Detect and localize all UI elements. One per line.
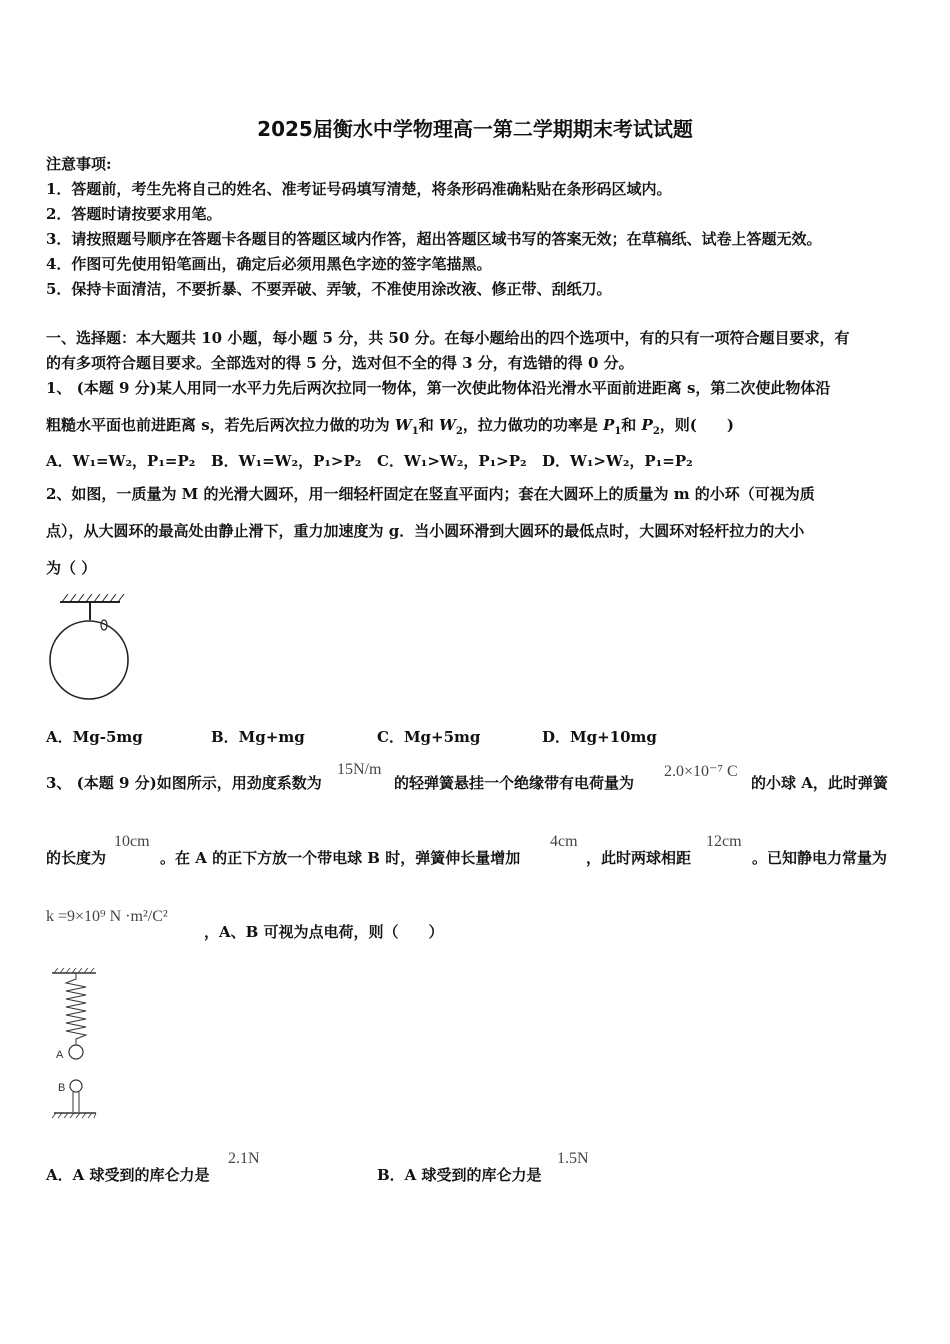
- q3-distance: 12cm: [706, 833, 742, 850]
- notice-item: 2．答题时请按要求用笔。: [46, 205, 222, 223]
- q3-length: 10cm: [114, 833, 150, 850]
- q3-coulomb-constant: k =9×10⁹ N ·m²/C²: [46, 908, 168, 925]
- q2-option-b: B．Mg+mg: [211, 728, 305, 746]
- q3-text-1-a: 3、 (本题 9 分)如图所示，用劲度系数为: [46, 774, 322, 792]
- q3-charge: 2.0×10⁻⁷ C: [664, 763, 738, 780]
- q2-text-2: 点），从大圆环的最高处由静止滑下，重力加速度为 g．当小圆环滑到大圆环的最低点时，大圆环对轻杆拉力的大小: [46, 522, 805, 540]
- notice-item: 5．保持卡面清洁，不要折暴、不要弄破、弄皱，不准使用涂改液、修正带、刮纸刀。: [46, 280, 612, 298]
- label-b: B: [58, 1082, 66, 1094]
- q3-option-b-value: 1.5N: [557, 1150, 589, 1167]
- q1-option-a: A．W₁=W₂，P₁=P₂: [46, 452, 196, 470]
- q3-text-3: ，A、B 可视为点电荷，则（ ）: [204, 923, 444, 941]
- q3-spring-constant: 15N/m: [337, 761, 382, 778]
- q3-option-b: B．A 球受到的库仑力是: [377, 1166, 542, 1184]
- q1-option-d: D．W₁>W₂，P₁=P₂: [542, 452, 693, 470]
- q3-text-2-a: 的长度为: [46, 849, 107, 867]
- page-title: 2025届衡水中学物理高一第二学期期末考试试题: [257, 117, 693, 141]
- q2-option-c: C．Mg+5mg: [377, 728, 481, 746]
- notice-item: 4．作图可先使用铅笔画出，确定后必须用黑色字迹的签字笔描黑。: [46, 255, 492, 273]
- q3-option-a-value: 2.1N: [228, 1150, 260, 1167]
- notice-heading: 注意事项:: [46, 155, 112, 173]
- q2-text: 2、如图，一质量为 M 的光滑大圆环，用一细轻杆固定在竖直平面内；套在大圆环上的质量为 m 的小环（可视为质: [46, 485, 815, 503]
- q3-text-1-b: 的轻弹簧悬挂一个绝缘带有电荷量为: [394, 774, 635, 792]
- section-heading: 一、选择题：本大题共 10 小题，每小题 5 分，共 50 分。在每小题给出的四个选项中，有的只有一项符合题目要求，有: [46, 329, 850, 347]
- ring-diagram: [44, 588, 154, 703]
- q3-option-a: A．A 球受到的库仑力是: [46, 1166, 210, 1184]
- q1-text: 1、 (本题 9 分)某人用同一水平力先后两次拉同一物体，第一次使此物体沿光滑水平面前进距离 s，第二次使此物体沿: [46, 379, 831, 397]
- q3-text-2-d: 。已知静电力常量为: [752, 849, 888, 867]
- spring-diagram: [46, 965, 116, 1125]
- q1-option-c: C．W₁>W₂，P₁>P₂: [377, 452, 527, 470]
- q2-text-3: 为（ ）: [46, 559, 97, 577]
- q3-text-2-c: ，此时两球相距: [586, 849, 692, 867]
- label-a: A: [56, 1049, 64, 1061]
- q1-option-b: B．W₁=W₂，P₁>P₂: [211, 452, 362, 470]
- q3-text-2-b: 。在 A 的正下方放一个带电球 B 时，弹簧伸长量增加: [160, 849, 521, 867]
- q2-option-d: D．Mg+10mg: [542, 728, 657, 746]
- q3-text-1-c: 的小球 A，此时弹簧: [751, 774, 888, 792]
- notice-item: 3．请按照题号顺序在答题卡各题目的答题区域内作答，超出答题区域书写的答案无效；在草稿纸、试卷上答题无效。: [46, 230, 822, 248]
- notice-item: 1．答题前，考生先将自己的姓名、准考证号码填写清楚，将条形码准确粘贴在条形码区域内。: [46, 180, 672, 198]
- q1-text-2: 粗糙水平面也前进距离 s，若先后两次拉力做的功为 $W_1$和 $W_2$，拉力做功的功率是 $P_1$和 $P_2$，则( ): [46, 416, 734, 437]
- section-heading-cont: 的有多项符合题目要求。全部选对的得 5 分，选对但不全的得 3 分，有选错的得 0 分。: [46, 354, 634, 372]
- q3-extension: 4cm: [550, 833, 578, 850]
- q2-option-a: A．Mg-5mg: [46, 728, 143, 746]
